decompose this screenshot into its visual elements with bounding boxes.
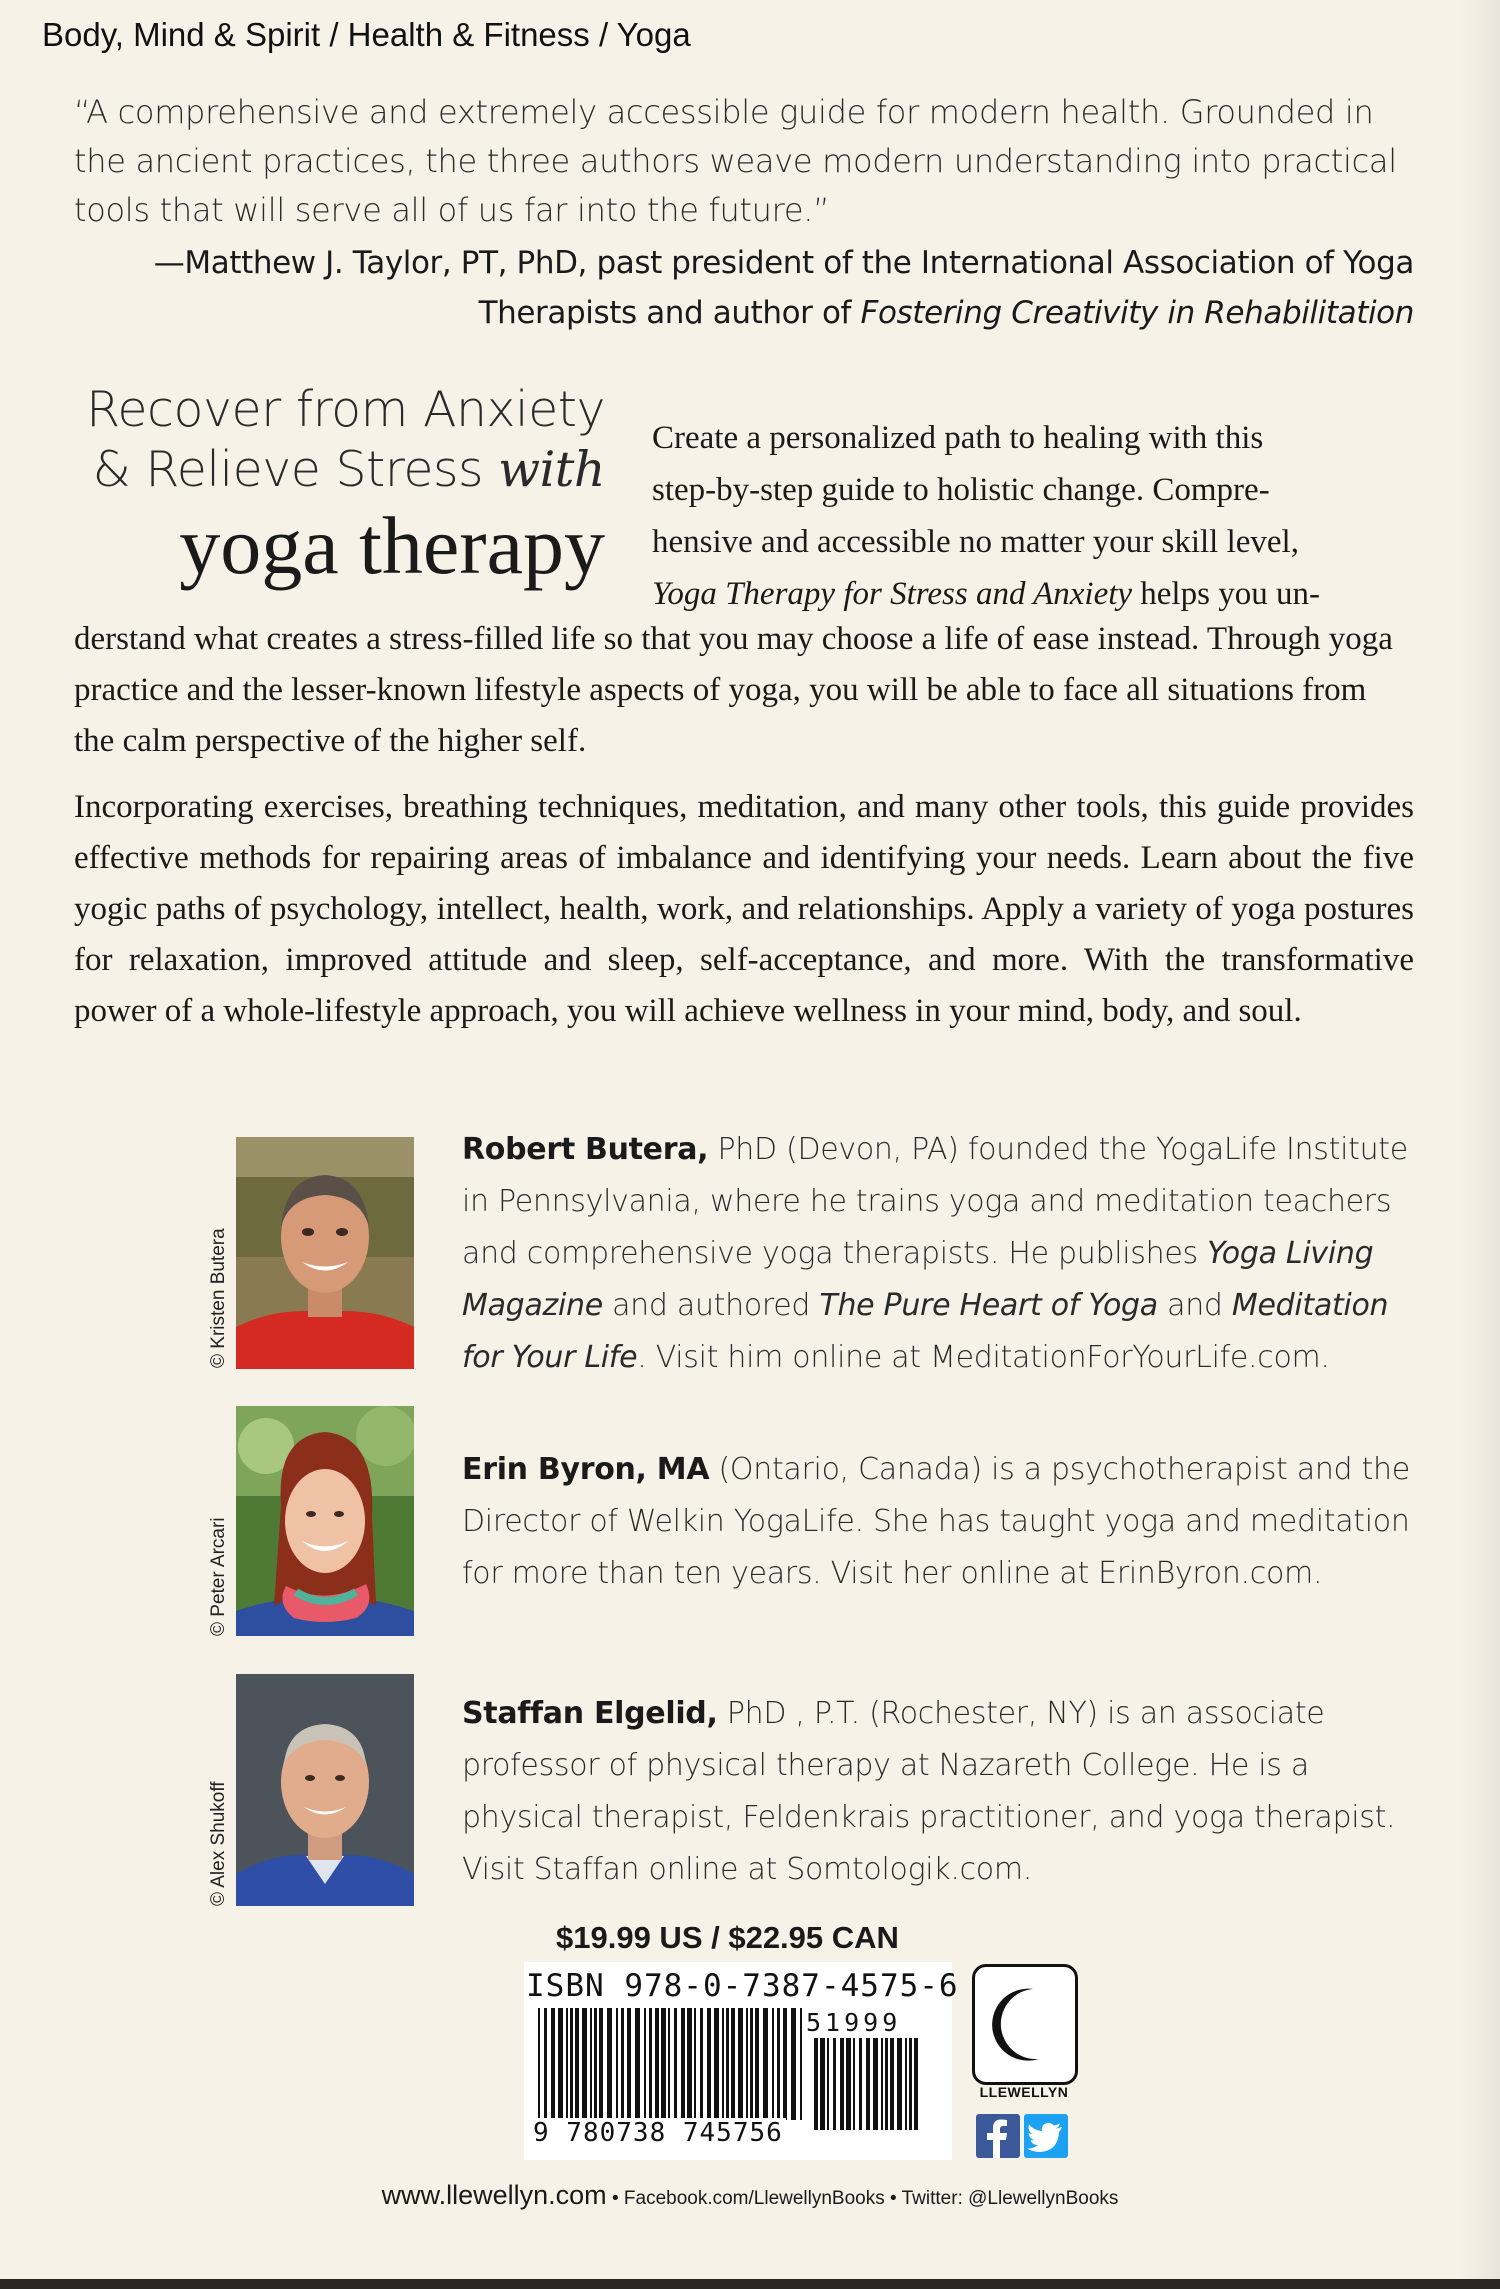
author-name: Robert Butera, xyxy=(462,1132,709,1167)
author-photo-image xyxy=(236,1406,414,1636)
headline-with: with xyxy=(498,441,605,498)
footer-links xyxy=(0,2180,1500,2211)
twitter-link[interactable]: Twitter: @LlewellynBooks xyxy=(901,2188,1119,2209)
bio-text: PhD , P.T. (Rochester, NY) is an associate professor of physical therapy at Nazareth College. He is a physical therapist, Feldenkrais practitioner, and yoga therapist. Visit Staffan online at Somtologik.com. xyxy=(462,1696,1396,1887)
author-bio-robert-butera xyxy=(462,1124,1414,1384)
bio-text: and authored xyxy=(602,1288,820,1323)
attribution-line2: Therapists and author of xyxy=(478,295,861,331)
bio-text: . Visit him online at MeditationForYourLife.com. xyxy=(637,1340,1330,1375)
barcode-bar xyxy=(551,2008,555,2120)
barcode-bar xyxy=(566,2008,568,2120)
barcode-bar xyxy=(575,2008,579,2120)
barcode-bar xyxy=(655,2008,659,2120)
description-line: step-by-step guide to holistic change. Compre- xyxy=(652,472,1270,508)
barcode-bar xyxy=(881,2038,883,2130)
barcode-bar xyxy=(800,2008,802,2120)
barcode-bar xyxy=(644,2008,646,2120)
author-photo-staffan-elgelid xyxy=(236,1674,414,1906)
barcode-bar xyxy=(594,2008,597,2120)
endorsement-attribution xyxy=(74,238,1414,338)
barcode-bar xyxy=(777,2008,780,2120)
photo-credit-butera: © Kristen Butera xyxy=(208,1228,229,1368)
barcode-bar xyxy=(700,2008,703,2120)
author-bio-staffan-elgelid xyxy=(462,1688,1414,1896)
photo-credit-shukoff: © Alex Shukoff xyxy=(208,1781,229,1906)
author-bio-erin-byron xyxy=(462,1444,1414,1600)
barcode-bar xyxy=(746,2008,748,2120)
photo-credit-arcari: © Peter Arcari xyxy=(208,1517,229,1636)
author-photo-image xyxy=(236,1674,414,1906)
description-intro xyxy=(652,412,1412,620)
author-name: Erin Byron, MA xyxy=(462,1452,710,1487)
bio-italic-title: The Pure Heart of Yoga xyxy=(819,1288,1158,1323)
author-photo-robert-butera xyxy=(236,1137,414,1369)
headline-line3: yoga therapy xyxy=(179,500,605,591)
bio-italic-title: Meditation for Your Life xyxy=(462,1288,1389,1375)
crescent-moon-icon xyxy=(975,1967,1075,2082)
barcode-bar xyxy=(668,2008,670,2120)
bio-text: (Ontario, Canada) is a psychotherapist and the Director of Welkin YogaLife. She has taught yoga and meditation for more than ten years. Visit her online at ErinByron.com. xyxy=(462,1452,1410,1591)
barcode-bar xyxy=(783,2008,787,2120)
publisher-name: LLEWELLYN xyxy=(979,2084,1069,2100)
facebook-icon xyxy=(976,2114,1020,2158)
book-title: Yoga Therapy for Stress and Anxiety xyxy=(652,576,1133,612)
description-line-4 xyxy=(652,568,1412,620)
barcode-bar xyxy=(820,2038,825,2130)
barcode-bar xyxy=(681,2008,685,2120)
barcode-bar xyxy=(661,2008,666,2120)
barcode-bar xyxy=(846,2038,851,2130)
barcode-bar xyxy=(866,2038,870,2130)
barcode-bar xyxy=(833,2038,836,2130)
author-photo-erin-byron xyxy=(236,1406,414,1636)
barcode-bar xyxy=(853,2038,855,2130)
barcode-bar xyxy=(558,2008,563,2120)
llewellyn-logo xyxy=(972,1964,1078,2085)
description-line: hensive and accessible no matter your skill level, xyxy=(652,524,1299,560)
website-link[interactable]: www.llewellyn.com xyxy=(381,2180,607,2210)
barcode-bar xyxy=(772,2008,774,2120)
author-name: Staffan Elgelid, xyxy=(462,1696,718,1731)
barcode-bar xyxy=(714,2008,719,2120)
barcode-bar xyxy=(590,2008,592,2120)
barcode-bar xyxy=(694,2008,696,2120)
description-continuation: derstand what creates a stress-filled life so that you may choose a life of ease instead. Through yoga practice and the lesser-known lifestyle aspects of yoga, you will be able to face all situations from the calm perspective of the higher self. xyxy=(74,621,1393,759)
barcode-bar xyxy=(905,2038,907,2130)
barcode-bar xyxy=(914,2038,918,2130)
barcode-bar xyxy=(738,2008,743,2120)
barcode-bar xyxy=(687,2008,692,2120)
barcode-bar xyxy=(827,2038,829,2130)
attribution-line1: —Matthew J. Taylor, PT, PhD, past president of the International Association of Yoga xyxy=(153,245,1414,281)
barcode-bar xyxy=(859,2038,862,2130)
footer-separator: • xyxy=(884,2188,902,2209)
description-line-4-rest: helps you un- xyxy=(1132,576,1320,612)
barcode-bar xyxy=(635,2008,640,2120)
barcode-bar xyxy=(649,2008,652,2120)
barcode xyxy=(538,2008,808,2120)
barcode-bar xyxy=(616,2008,618,2120)
barcode-bar xyxy=(885,2038,888,2130)
barcode-bar xyxy=(599,2008,603,2120)
attribution-book-title: Fostering Creativity in Rehabilitation xyxy=(860,295,1414,331)
endorsement-quote: “A comprehensive and extremely accessible guide for modern health. Grounded in the ancient practices, the three authors weave modern understanding into practical tools that will serve all of us far into the future.” xyxy=(74,93,1397,229)
barcode-bar xyxy=(909,2038,912,2130)
barcode-bar xyxy=(731,2008,735,2120)
description-paragraph-2: Incorporating exercises, breathing techniques, meditation, and many other tools, this guide provides effective methods for repairing areas of imbalance and identifying your needs. Learn about the five yogic paths of psychology, intellect, health, work, and relationships. Apply a variety of yoga postures for relaxation, improved attitude and sleep, self-acceptance, and more. With the transformative power of a whole-lifestyle approach, you will achieve wellness in your mind, body, and soul. xyxy=(74,789,1414,1029)
barcode-bar xyxy=(674,2008,677,2120)
barcode-bar xyxy=(791,2008,796,2120)
bio-text: PhD (Devon, PA) founded the YogaLife Institute in Pennsylvania, where he trains yoga and meditation teachers and comprehensive yoga therapists. He publishes xyxy=(462,1132,1408,1271)
barcode-digits: 9 780738 745756 xyxy=(530,2118,786,2148)
headline xyxy=(40,380,605,592)
barcode-bar xyxy=(814,2038,818,2130)
description-line: Create a personalized path to healing with this xyxy=(652,420,1264,456)
barcode-bar xyxy=(544,2008,547,2120)
barcode-bar xyxy=(621,2008,624,2120)
barcode-bar xyxy=(607,2008,612,2120)
facebook-link[interactable]: Facebook.com/LlewellynBooks xyxy=(623,2188,885,2209)
barcode-bar xyxy=(840,2038,844,2130)
isbn: ISBN 978-0-7387-4575-6 xyxy=(526,1968,959,2004)
price-barcode xyxy=(814,2038,924,2130)
barcode-bar xyxy=(627,2008,631,2120)
headline-line2-text: & Relieve Stress xyxy=(92,441,499,498)
barcode-bar xyxy=(722,2008,724,2120)
cover-bottom-edge xyxy=(0,2279,1500,2289)
twitter-icon xyxy=(1024,2114,1068,2158)
footer-separator: • xyxy=(606,2188,624,2209)
barcode-bar xyxy=(726,2008,729,2120)
author-photo-image xyxy=(236,1137,414,1369)
price: $19.99 US / $22.95 CAN xyxy=(556,1920,899,1955)
barcode-bar xyxy=(707,2008,711,2120)
barcode-bar xyxy=(755,2008,759,2120)
barcode-bar xyxy=(763,2008,768,2120)
barcode-bar xyxy=(538,2008,540,2120)
cover-edge-shadow xyxy=(1460,0,1500,2289)
barcode-bar xyxy=(873,2038,878,2130)
barcode-bar xyxy=(750,2008,753,2120)
headline-line2 xyxy=(40,440,605,500)
barcode-bar xyxy=(897,2038,902,2130)
bio-italic-title: Yoga Living Magazine xyxy=(462,1236,1374,1323)
category-line: Body, Mind & Spirit / Health & Fitness / Yoga xyxy=(42,16,691,53)
barcode-bar xyxy=(570,2008,573,2120)
barcode-bar xyxy=(582,2008,587,2120)
barcode-bar xyxy=(890,2038,894,2130)
headline-line1: Recover from Anxiety xyxy=(86,381,605,438)
bio-text: and xyxy=(1157,1288,1232,1323)
price-code: 51999 xyxy=(806,2008,902,2037)
